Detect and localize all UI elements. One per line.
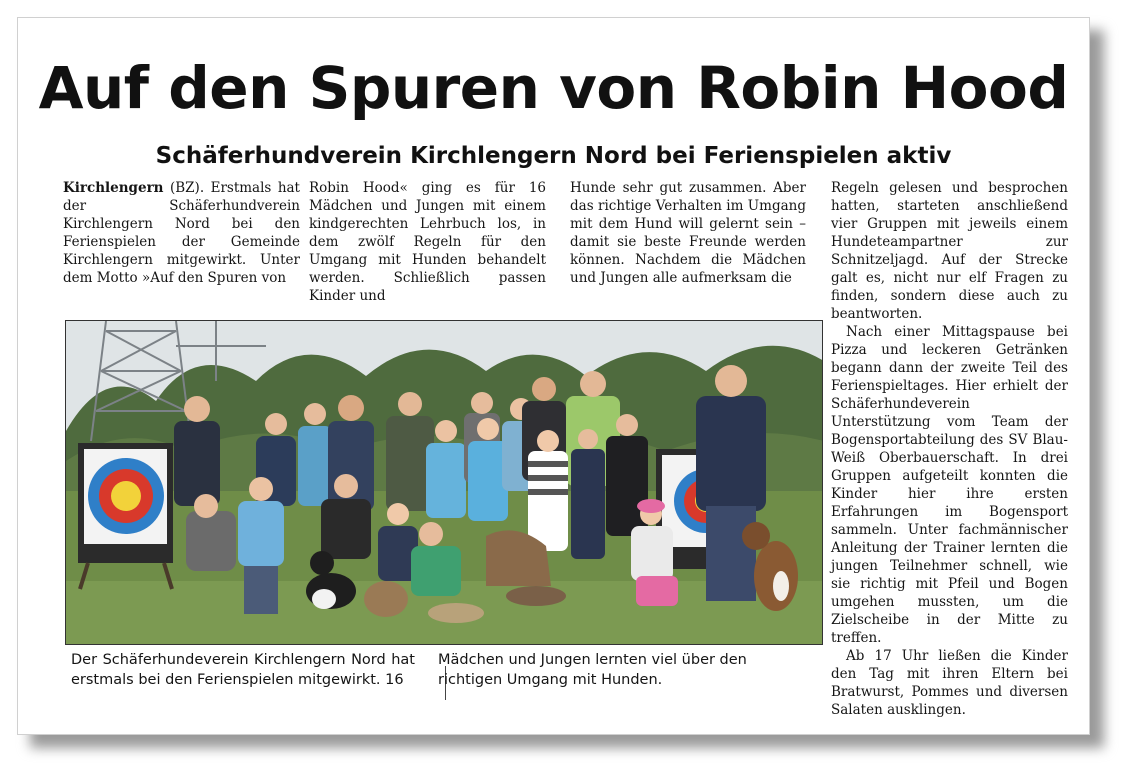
newspaper-clipping	[17, 17, 1090, 735]
column-4-paragraph-2: Nach einer Mittagspause bei Pizza und leckeren Getränken begann dann der zweite Teil des Ferienspieltages. Hier erhielt der Schäferhundeverein Unterstützung vom Team der Bogensportabteilung des SV Blau-Weiß Oberbauerschaft. In drei Gruppen aufgeteilt konnten die Kinder hier ihre ersten Erfahrungen im Bogensport sammeln. Unter fachmännischer Anleitung der Trainer lernten die jungen Teilnehmer schnell, wie sie richtig mit Pfeil und Bogen umgehen mussten, um die Zielscheibe in der Mitte zu treffen.	[831, 324, 1068, 646]
column-1-text: (BZ). Erstmals hat der Schäferhundverein Kirchlengern Nord bei den Ferienspielen der Gemeinde Kirchlengern mitgewirkt. Unter dem Motto »Auf den Spuren von	[63, 180, 300, 286]
column-4-paragraph-3: Ab 17 Uhr ließen die Kinder den Tag mit ihren Eltern bei Bratwurst, Pommes und diversen Salaten ausklingen.	[831, 648, 1068, 718]
subheadline: Schäferhundverein Kirchlengern Nord bei Ferienspielen aktiv	[155, 143, 952, 169]
article-column-3	[570, 179, 806, 287]
article-column-4	[831, 179, 1068, 719]
article-column-1	[63, 179, 300, 287]
column-4-paragraph-1: Regeln gelesen und besprochen hatten, starteten anschließend vier Gruppen mit jeweils einem Hundeteampartner zur Schnitzeljagd. Auf der Strecke galt es, nicht nur elf Fragen zu finden, sondern diese auch zu beantworten.	[831, 180, 1068, 322]
dateline: Kirchlengern	[63, 180, 164, 196]
group-photo-illustration	[66, 321, 823, 645]
photo-caption-right: Mädchen und Jungen lernten viel über den richtigen Umgang mit Hunden.	[438, 652, 747, 688]
photo-caption-left: Der Schäferhundeverein Kirchlengern Nord hat erstmals bei den Ferienspielen mitgewirkt. 16	[71, 652, 415, 688]
column-2-text: Robin Hood« ging es für 16 Mädchen und Jungen mit einem kindgerechten Lehrbuch los, in dem zwölf Regeln für den Umgang mit Hunden behandelt werden. Schließlich passen Kinder und	[309, 180, 546, 304]
article-column-2	[309, 179, 546, 305]
column-3-text: Hunde sehr gut zusammen. Aber das richtige Verhalten im Umgang mit dem Hund will gelernt sein – damit sie beste Freunde werden können. Nachdem die Mädchen und Jungen alle aufmerksam die	[570, 180, 806, 286]
headline: Auf den Spuren von Robin Hood	[38, 54, 1069, 122]
article-photo	[65, 320, 823, 645]
